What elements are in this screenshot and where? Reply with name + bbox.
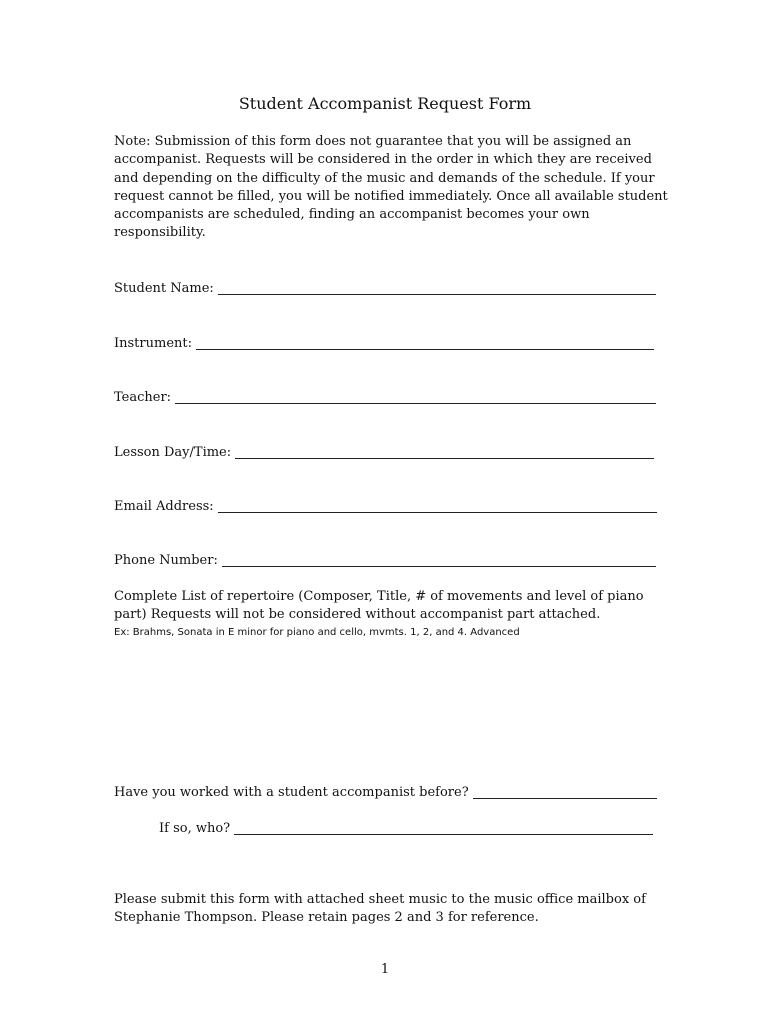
student-name-field[interactable]	[218, 294, 656, 295]
instrument-row	[114, 331, 654, 353]
submission-line: Stephanie Thompson. Please retain pages 2 and 3 for reference.	[114, 910, 539, 926]
page-number: 1	[380, 962, 390, 977]
worked-before-label: Have you worked with a student accompanist before?	[114, 785, 469, 800]
note-line: request cannot be filled, you will be notified immediately. Once all available student	[114, 188, 668, 204]
repertoire-line: part) Requests will not be considered without accompanist part attached.	[114, 607, 601, 623]
teacher-field[interactable]	[175, 403, 656, 404]
student-name-label: Student Name:	[114, 281, 214, 296]
lesson-day-time-label: Lesson Day/Time:	[114, 445, 232, 460]
if-so-who-label: If so, who?	[159, 821, 231, 836]
lesson-day-time-field[interactable]	[235, 458, 654, 459]
email-address-label: Email Address:	[114, 499, 214, 514]
repertoire-instructions	[114, 588, 674, 639]
if-so-who-row	[159, 816, 653, 838]
email-address-field[interactable]	[218, 512, 657, 513]
submission-note	[114, 133, 674, 243]
note-line: accompanist. Requests will be considered in the order in which they are received	[114, 152, 652, 168]
repertoire-example: Ex: Brahms, Sonata in E minor for piano and cello, mvmts. 1, 2, and 4. Advanced	[114, 626, 520, 638]
submission-line: Please submit this form with attached sheet music to the music office mailbox of	[114, 892, 646, 907]
note-line: responsibility.	[114, 225, 206, 241]
worked-before-row	[114, 780, 657, 802]
email-address-row	[114, 494, 657, 516]
repertoire-line: Complete List of repertoire (Composer, Title, # of movements and level of piano	[114, 589, 644, 604]
phone-number-label: Phone Number:	[114, 553, 218, 568]
worked-before-field[interactable]	[473, 798, 657, 799]
lesson-day-time-row	[114, 440, 654, 462]
teacher-label: Teacher:	[114, 390, 172, 405]
note-line: accompanists are scheduled, finding an accompanist becomes your own	[114, 207, 590, 223]
instrument-label: Instrument:	[114, 336, 192, 351]
instrument-field[interactable]	[196, 349, 654, 350]
phone-number-field[interactable]	[222, 566, 656, 567]
submission-instructions	[114, 891, 674, 928]
note-line: and depending on the difficulty of the music and demands of the schedule. If your	[114, 170, 655, 186]
note-line: Note: Submission of this form does not guarantee that you will be assigned an	[114, 134, 632, 149]
form-title: Student Accompanist Request Form	[238, 94, 532, 113]
teacher-row	[114, 385, 656, 407]
if-so-who-field[interactable]	[234, 834, 653, 835]
student-name-row	[114, 276, 656, 298]
phone-number-row	[114, 548, 656, 570]
